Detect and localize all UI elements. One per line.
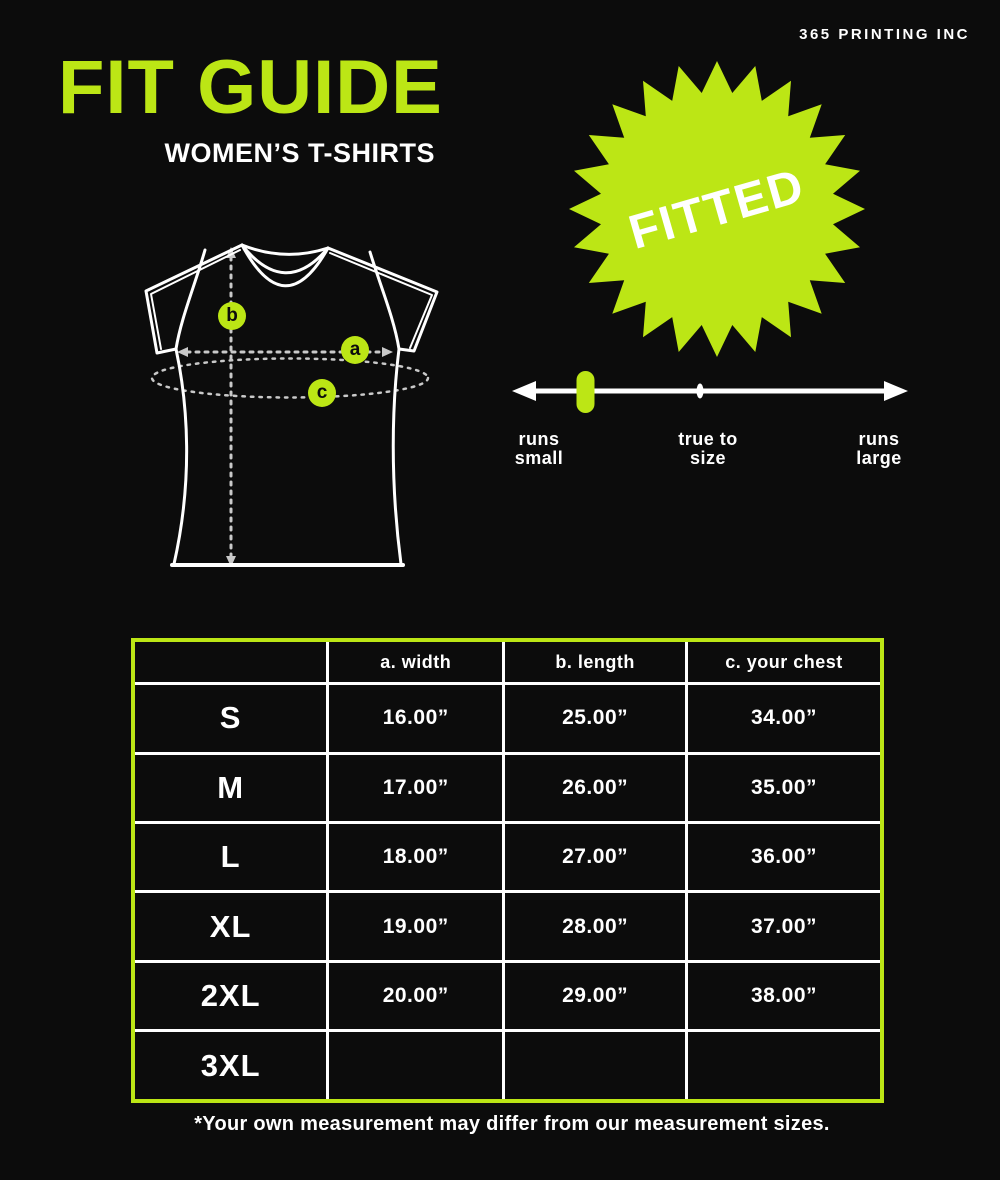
table-header-row xyxy=(133,640,882,684)
chest-ellipse xyxy=(152,359,428,398)
header-cell-chest: c. your chest xyxy=(686,640,882,684)
arrow-left-icon xyxy=(512,381,536,401)
length-value: 25.00” xyxy=(504,684,687,753)
chest-value: 37.00” xyxy=(686,892,882,961)
arrow-right-icon xyxy=(884,381,908,401)
length-marker-b: b xyxy=(218,302,246,330)
table-row xyxy=(133,961,882,1030)
table-row xyxy=(133,753,882,822)
width-marker-a: a xyxy=(341,336,369,364)
chest-value: 35.00” xyxy=(686,753,882,822)
length-value: 29.00” xyxy=(504,961,687,1030)
size-label: L xyxy=(133,822,328,891)
chest-value: 36.00” xyxy=(686,822,882,891)
tshirt-diagram xyxy=(110,225,470,585)
width-value: 16.00” xyxy=(328,684,504,753)
fit-scale xyxy=(498,366,918,422)
size-chart-table xyxy=(131,638,884,1103)
chest-value: 38.00” xyxy=(686,961,882,1030)
header-cell-size xyxy=(133,640,328,684)
chest-marker-c: c xyxy=(308,379,336,407)
length-value xyxy=(504,1031,687,1101)
width-value: 17.00” xyxy=(328,753,504,822)
table-row xyxy=(133,684,882,753)
chest-value: 34.00” xyxy=(686,684,882,753)
size-label: 2XL xyxy=(133,961,328,1030)
width-value: 20.00” xyxy=(328,961,504,1030)
footnote: *Your own measurement may differ from our measurement sizes. xyxy=(194,1113,830,1135)
size-label: M xyxy=(133,753,328,822)
fit-scale-arrow xyxy=(498,366,918,422)
page-title: FIT GUIDE xyxy=(58,45,443,130)
width-value: 18.00” xyxy=(328,822,504,891)
width-value: 19.00” xyxy=(328,892,504,961)
header-cell-width: a. width xyxy=(328,640,504,684)
length-value: 27.00” xyxy=(504,822,687,891)
fitted-badge xyxy=(563,55,871,363)
scale-label-runs-large: runs large xyxy=(856,429,902,468)
size-label: 3XL xyxy=(133,1031,328,1101)
scale-midpoint-dot xyxy=(697,384,704,399)
table-row xyxy=(133,1031,882,1101)
size-label: XL xyxy=(133,892,328,961)
table-row xyxy=(133,822,882,891)
scale-label-runs-small: runs small xyxy=(514,429,564,468)
fitted-badge-label: FITTED xyxy=(623,158,811,260)
width-value xyxy=(328,1031,504,1101)
tshirt-outline-icon xyxy=(110,225,470,585)
scale-label-true-to-size: true to size xyxy=(678,429,738,468)
chest-value xyxy=(686,1031,882,1101)
table-row xyxy=(133,892,882,961)
length-value: 26.00” xyxy=(504,753,687,822)
size-label: S xyxy=(133,684,328,753)
header-cell-length: b. length xyxy=(504,640,687,684)
length-value: 28.00” xyxy=(504,892,687,961)
scale-marker xyxy=(577,371,595,413)
brand-name: 365 PRINTING INC xyxy=(799,26,970,43)
page-subtitle: WOMEN’S T-SHIRTS xyxy=(164,138,435,168)
